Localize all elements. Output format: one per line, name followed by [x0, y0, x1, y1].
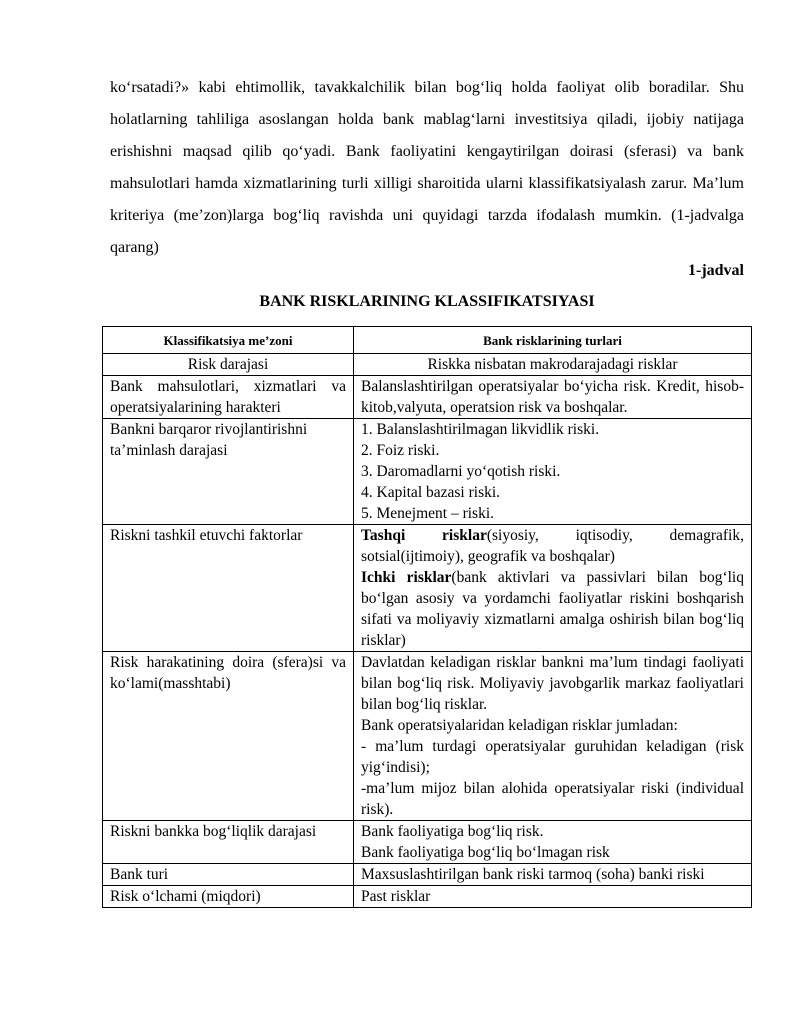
external-risks-entry: [361, 525, 744, 567]
header-criterion: Klassifikatsiya me’zoni: [103, 327, 354, 354]
risk-types-cell: Riskka nisbatan makrodarajadagi risklar: [354, 354, 752, 376]
table-row: [103, 419, 752, 525]
intro-paragraph: ko‘rsatadi?» kabi ehtimollik, tavakkalchilik bilan bog‘liq holda faoliyat olib boradilar. Shu holatlarning tahliliga asoslangan holda bank mablag‘larni investitsiya qiladi, ijobiy natijaga erishishni maqsad qilib qo‘yadi. Bank faoliyatini kengaytirilgan doirasi (sferasi) va bank mahsulotlari hamda xizmatlarining turli xilligi sharoitida ularni klassifikatsiyalash zarur. Ma’lum kriteriya (me’zon)larga bog‘liq ravishda uni quyidagi tarzda ifodalash mumkin. (1-jadvalga qarang): [110, 79, 744, 256]
table-row: [103, 354, 752, 376]
table-row: [103, 525, 752, 652]
risk-type-item: Bank faoliyatiga bog‘liq bo‘lmagan risk: [361, 844, 610, 861]
criterion-cell: Risk o‘lchami (miqdori): [103, 886, 354, 908]
risk-type-item: - ma’lum turdagi operatsiyalar guruhidan keladigan (risk yig‘indisi);: [361, 738, 744, 776]
risk-type-item: 4. Kapital bazasi riski.: [361, 484, 501, 501]
risk-types-cell: [354, 419, 752, 525]
table-row: [103, 821, 752, 864]
risk-types-cell: [354, 821, 752, 864]
table-row: [103, 376, 752, 419]
risk-type-item: 3. Daromadlarni yo‘qotish riski.: [361, 463, 561, 480]
risk-types-cell: Past risklar: [354, 886, 752, 908]
risk-type-item: 2. Foiz riski.: [361, 442, 440, 459]
risk-classification-table: [102, 326, 752, 908]
risk-type-item: -ma’lum mijoz bilan alohida operatsiyalar riski (individual risk).: [361, 780, 744, 818]
risk-type-item: Davlatdan keladigan risklar bankni ma’lum tindagi faoliyati bilan bog‘liq risk. Moliyaviy javobgarlik markaz faoliyatlari bilan bog‘liq risklar.: [361, 654, 744, 713]
table-row: [103, 886, 752, 908]
risk-types-cell: [354, 652, 752, 821]
table-row: [103, 864, 752, 886]
table-title: BANK RISKLARINING KLASSIFIKATSIYASI: [259, 293, 595, 310]
external-risks-text: (siyosiy, iqtisodiy, demagrafik, sotsial(ijtimoiy), geografik va boshqalar): [361, 527, 744, 565]
criterion-cell: Bank mahsulotlari, xizmatlari va operatsiyalarining harakteri: [103, 376, 354, 419]
risk-types-cell: [354, 525, 752, 652]
criterion-cell: Risk darajasi: [103, 354, 354, 376]
internal-risks-entry: [361, 567, 744, 651]
risk-type-item: Bank faoliyatiga bog‘liq risk.: [361, 823, 544, 840]
risk-types-cell: Maxsuslashtirilgan bank riski tarmoq (soha) banki riski: [354, 864, 752, 886]
risk-types-cell: Balanslashtirilgan operatsiyalar bo‘yicha risk. Kredit, hisob-kitob,valyuta, operatsion risk va boshqalar.: [354, 376, 752, 419]
criterion-cell: Riskni bankka bog‘liqlik darajasi: [103, 821, 354, 864]
header-risk-types: Bank risklarining turlari: [354, 327, 752, 354]
internal-risks-text: (bank aktivlari va passivlari bilan bog‘liq bo‘lgan asosiy va yordamchi faoliyatlar riskini boshqarish sifati va moliyaviy xizmatlarni amalga oshirish bilan bog‘liq risklar): [361, 569, 744, 649]
risk-type-item: 5. Menejment – riski.: [361, 505, 495, 522]
external-risks-label: Tashqi risklar: [361, 527, 487, 544]
criterion-cell: Bank turi: [103, 864, 354, 886]
criterion-cell: Risk harakatining doira (sfera)si va ko‘lami(masshtabi): [103, 652, 354, 821]
risk-type-item: 1. Balanslashtirilmagan likvidlik riski.: [361, 421, 600, 438]
internal-risks-label: Ichki risklar: [361, 569, 452, 586]
criterion-cell: Riskni tashkil etuvchi faktorlar: [103, 525, 354, 652]
table-header-row: [103, 327, 752, 354]
risk-type-item: Bank operatsiyalaridan keladigan risklar jumladan:: [361, 717, 678, 734]
table-number: 1-jadval: [688, 262, 744, 279]
table-row: [103, 652, 752, 821]
criterion-cell: Bankni barqaror rivojlantirishni ta’minlash darajasi: [103, 419, 354, 525]
